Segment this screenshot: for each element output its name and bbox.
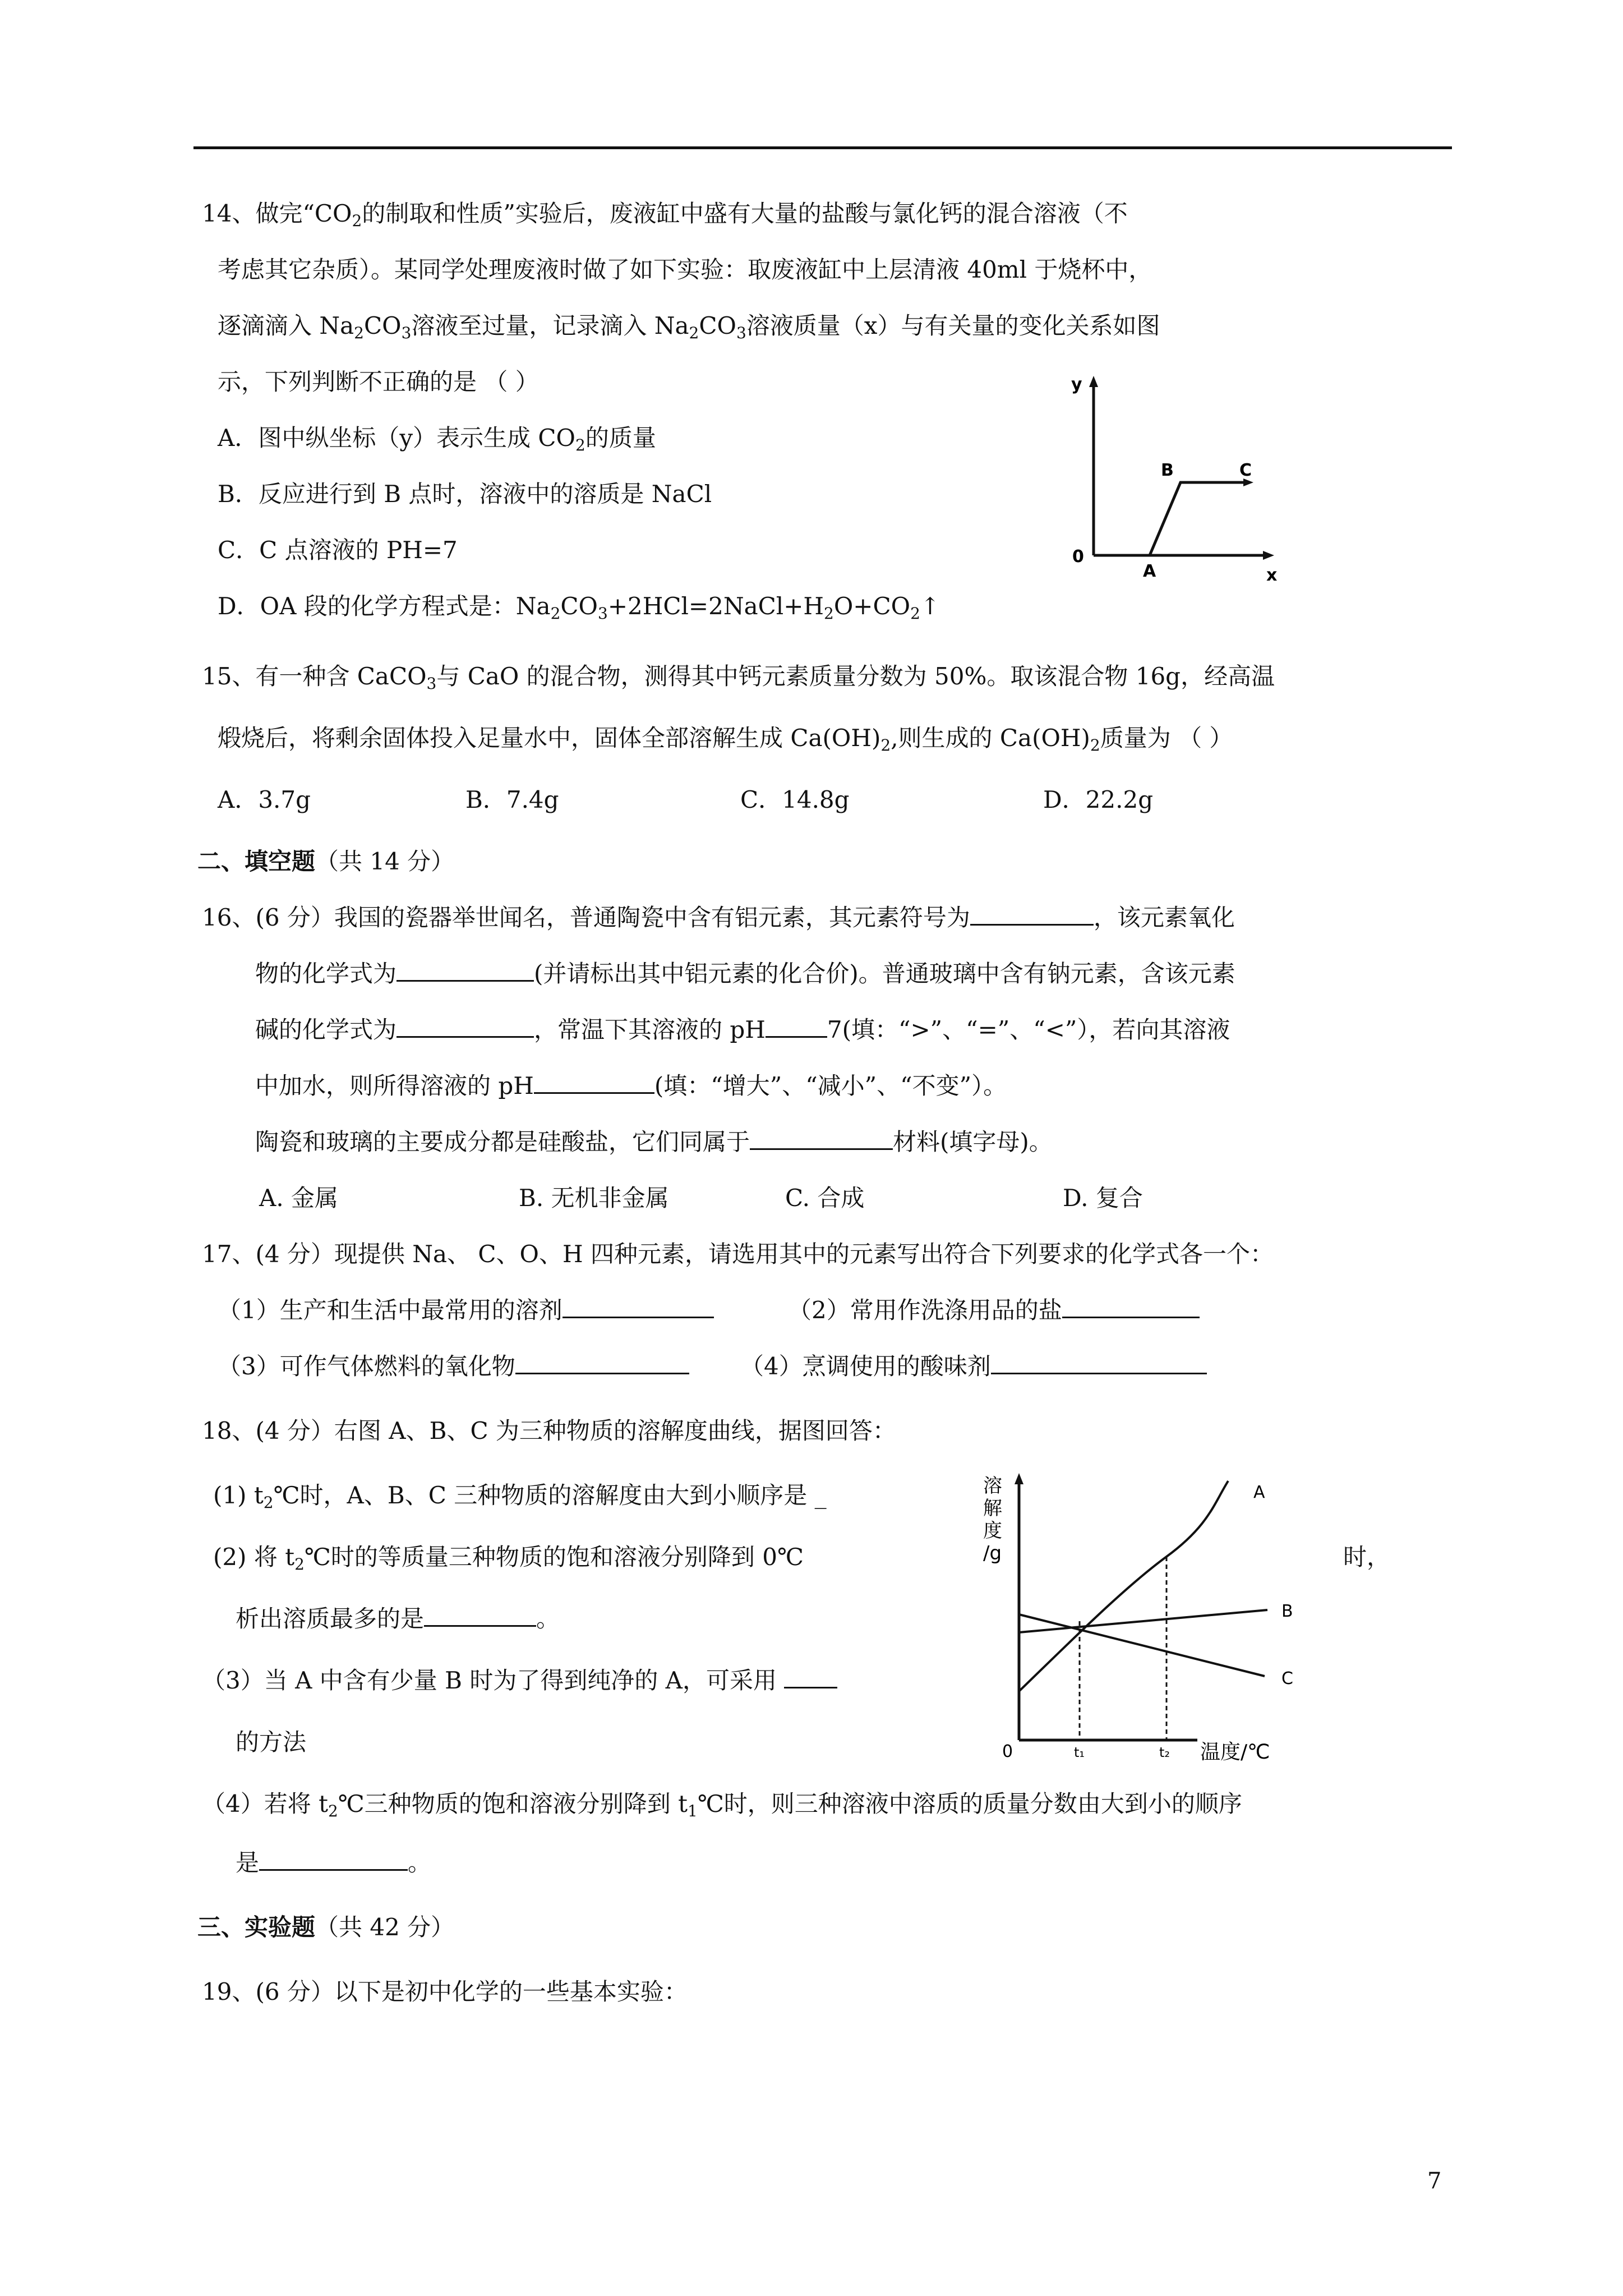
q17-line1: 17、(4 分）现提供 Na、 C、O、H 四种元素，请选用其中的元素写出符合下列要求的化学式各一个： [202, 1240, 1274, 1268]
q14-line3: 逐滴滴入 $Na_2CO_3$溶液至过量，记录滴入 $Na_2CO_3$溶液质量（x）与有关量的变化关系如图 [218, 312, 1160, 342]
q18-item-3: （3）当 A 中含有少量 B 时为了得到纯净的 A，可采用 [202, 1666, 837, 1695]
q14-option-d: D．OA 段的化学方程式是：$Na_2CO_3+2HCl=2NaCl+H_2O+CO_2↑$ [218, 592, 940, 623]
q14-graph [1060, 365, 1295, 600]
q14-graph-x-label: x [1266, 565, 1278, 585]
q16-option-a: A. 金属 [259, 1184, 339, 1212]
q15-option-b: B．7.4g [465, 786, 559, 813]
curve-c-label: C [1281, 1669, 1293, 1688]
answer-blank [970, 904, 1094, 926]
q18-graph-y-label-1: 溶 [983, 1475, 1002, 1497]
q18-item-4: （4）若将 $t_2℃$三种物质的饱和溶液分别降到 $t_1℃$时，则三种溶液中溶质的质量分数由大到小的顺序 [202, 1790, 1242, 1820]
curve-b [1019, 1610, 1267, 1632]
curve-b-label: B [1281, 1602, 1293, 1621]
q18-graph-x-label: 温度/℃ [1200, 1741, 1270, 1764]
answer-blank [259, 1849, 408, 1871]
q18-item-3-line2: 的方法 [236, 1728, 307, 1756]
curve-c [1019, 1614, 1265, 1676]
section-3-heading: 三、实验题（共 42 分） [197, 1913, 455, 1941]
q14-option-a: A．图中纵坐标（y）表示生成 $CO_2$的质量 [218, 424, 656, 454]
q16-option-b: B. 无机非金属 [519, 1184, 669, 1212]
answer-blank [766, 1016, 827, 1038]
y-axis-arrow-icon [1015, 1473, 1023, 1484]
q19-line1: 19、(6 分）以下是初中化学的一些基本实验： [202, 1978, 688, 2005]
page-number: 7 [1427, 2168, 1442, 2194]
curve-a-label: A [1253, 1483, 1265, 1502]
header-rule [193, 146, 1452, 149]
answer-blank [1062, 1296, 1200, 1318]
q17-item-3: （3）可作气体燃料的氧化物 [218, 1352, 689, 1381]
t1-tick-label: t₁ [1074, 1745, 1085, 1760]
q18-item-2-end: 时， [1343, 1543, 1391, 1571]
q16-line3: 碱的化学式为 ，常温下其溶液的 pH 7(填：“>”、“=”、“<”），若向其溶液 [255, 1016, 1230, 1043]
q16-line1: 16、(6 分）我国的瓷器举世闻名，普通陶瓷中含有铝元素，其元素符号为 ，该元素氧化 [202, 904, 1235, 931]
q16-option-c: C. 合成 [785, 1184, 865, 1212]
y-axis-arrow-icon [1089, 376, 1098, 387]
q14-graph-line [1150, 482, 1248, 555]
q18-graph-y-label-4: /g [983, 1542, 1002, 1565]
q14-graph-point-c: C [1239, 461, 1252, 480]
q18-solubility-graph [979, 1470, 1326, 1767]
q18-graph-y-label-2: 解 [983, 1497, 1002, 1520]
q17-item-1: （1）生产和生活中最常用的溶剂 [218, 1296, 714, 1325]
q18-item-4-line2: 是 。 [236, 1849, 432, 1876]
answer-blank [534, 1072, 654, 1094]
answer-blank [750, 1128, 893, 1150]
q15-option-d: D．22.2g [1043, 786, 1154, 813]
x-axis-arrow-icon [1263, 551, 1274, 560]
q15-line2: 煅烧后，将剩余固体投入足量水中，固体全部溶解生成 $Ca(OH)_2$,则生成的 $Ca(OH)_2$质量为 （ ） [218, 724, 1233, 754]
q14-line2: 考虑其它杂质）。某同学处理废液时做了如下实验：取废液缸中上层清液 40ml 于烧杯中， [218, 256, 1152, 283]
q14-line4: 示，下列判断不正确的是 （ ） [218, 368, 539, 395]
q16-option-d: D. 复合 [1063, 1184, 1143, 1212]
answer-blank [991, 1352, 1207, 1374]
q18-graph-y-label-3: 度 [983, 1520, 1002, 1542]
q18-item-1: (1) $t_2℃$时，A、B、C 三种物质的溶解度由大到小顺序是 _ [213, 1481, 827, 1512]
q15-line1: 15、有一种含 CaCO$_3$与 CaO 的混合物，测得其中钙元素质量分数为 50%。取该混合物 16g，经高温 [202, 662, 1275, 693]
q14-graph-y-label: y [1071, 375, 1082, 394]
q14-graph-point-a: A [1143, 562, 1156, 581]
answer-blank [784, 1667, 837, 1688]
q15-option-c: C．14.8g [740, 786, 850, 813]
q15-option-a: A．3.7g [218, 786, 311, 813]
q14-option-c: C．C 点溶液的 PH=7 [218, 536, 458, 564]
answer-blank [562, 1296, 714, 1318]
q14-graph-origin: 0 [1072, 547, 1084, 567]
answer-blank [424, 1605, 536, 1627]
answer-blank [396, 960, 534, 982]
q16-line4: 中加水，则所得溶液的 pH (填：“增大”、“减小”、“不变”）。 [255, 1072, 1007, 1099]
answer-blank [515, 1352, 689, 1374]
q14-line1: 14、做完“$CO_2$的制取和性质”实验后，废液缸中盛有大量的盐酸与氯化钙的混合溶液（不 [202, 200, 1128, 230]
q16-line5: 陶瓷和玻璃的主要成分都是硅酸盐，它们同属于 材料(填字母)。 [255, 1128, 1053, 1156]
q17-item-2: （2）常用作洗涤用品的盐 [788, 1296, 1200, 1325]
q18-item-2: (2) 将 $t_2℃$时的等质量三种物质的饱和溶液分别降到 0℃ [213, 1543, 804, 1573]
q18-line1: 18、(4 分）右图 A、B、C 为三种物质的溶解度曲线，据图回答： [202, 1417, 896, 1444]
section-2-heading: 二、填空题（共 14 分） [197, 848, 455, 875]
t2-tick-label: t₂ [1159, 1745, 1170, 1760]
q14-option-b: B．反应进行到 B 点时，溶液中的溶质是 NaCl [218, 480, 712, 508]
q14-graph-point-b: B [1161, 461, 1174, 480]
q18-item-2-line2: 析出溶质最多的是 。 [236, 1605, 560, 1632]
q17-item-4: （4）烹调使用的酸味剂 [740, 1352, 1207, 1381]
q16-line2: 物的化学式为 (并请标出其中铝元素的化合价)。普通玻璃中含有钠元素，含该元素 [255, 960, 1235, 987]
q18-graph-origin: 0 [1002, 1742, 1013, 1761]
answer-blank [396, 1016, 534, 1038]
